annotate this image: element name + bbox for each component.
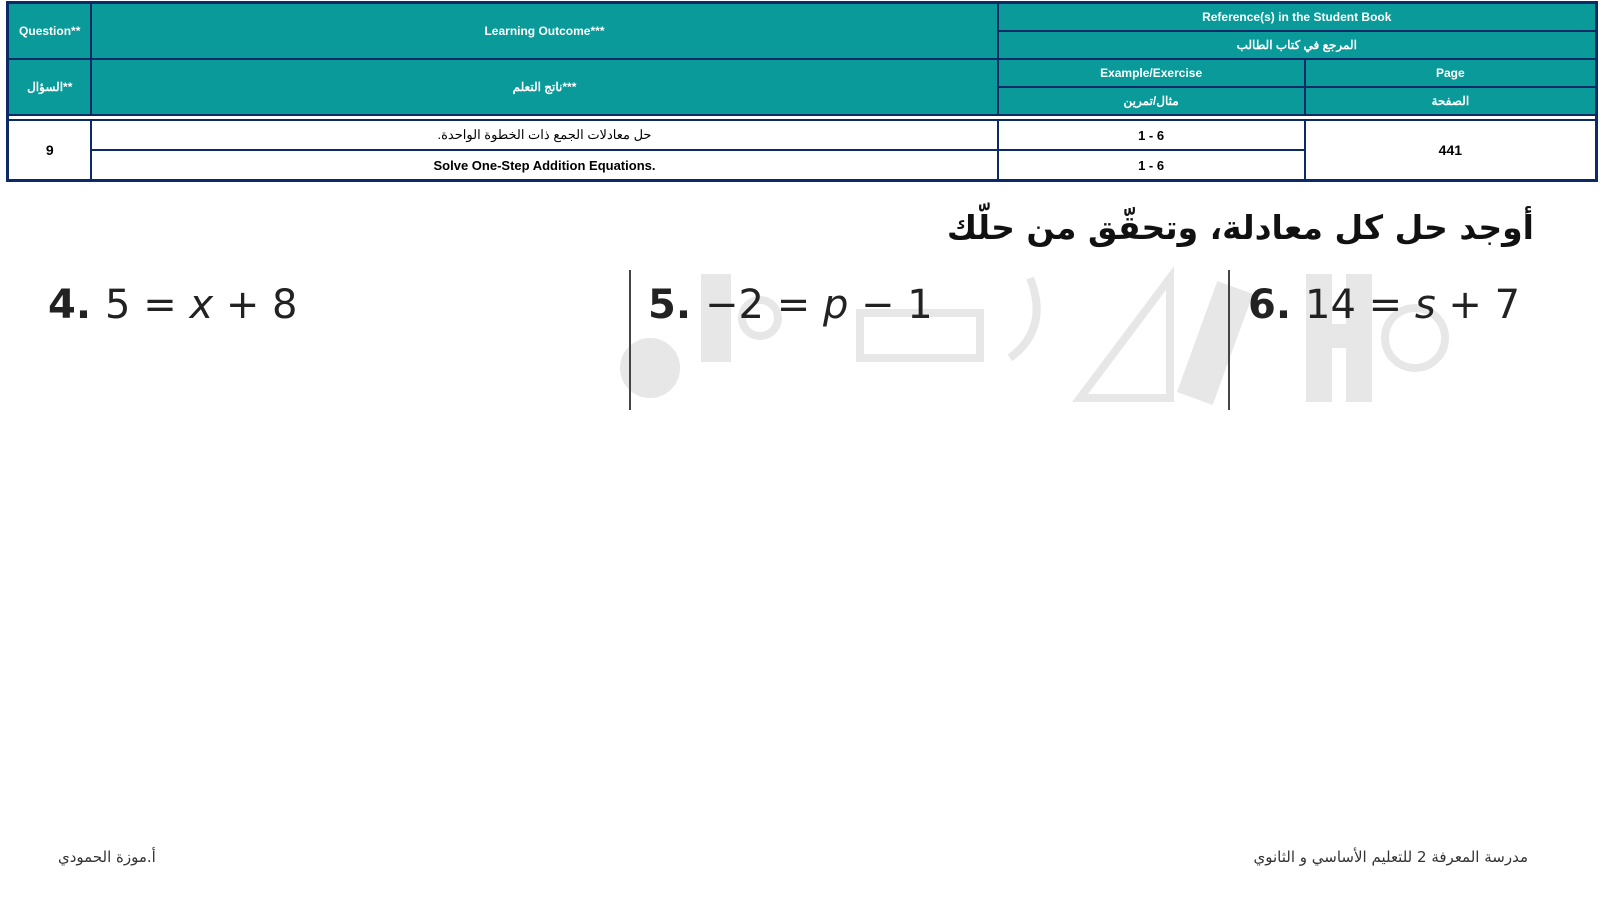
- header-question-ar: السؤال**: [8, 59, 92, 115]
- watermark-circle: [624, 342, 676, 394]
- header-outcome-en: Learning Outcome***: [91, 3, 997, 60]
- footer-school: مدرسة المعرفة 2 للتعليم الأساسي و الثانوي: [1253, 848, 1528, 866]
- header-example-en: Example/Exercise: [998, 59, 1305, 87]
- header-page-ar: الصفحة: [1305, 87, 1597, 115]
- column-divider: [1228, 270, 1230, 410]
- exercise-6: [1248, 282, 1520, 328]
- reference-table: [6, 1, 1598, 182]
- equation-lhs: 14 =: [1305, 282, 1415, 328]
- exercise-5: [648, 282, 933, 328]
- row-example-ar: 1 - 6: [998, 120, 1305, 150]
- row-example-en: 1 - 6: [998, 150, 1305, 181]
- header-question-en: Question**: [8, 3, 92, 60]
- equation-lhs: 5 =: [105, 282, 190, 328]
- watermark-doodles: [610, 258, 1460, 410]
- row-outcome-en: Solve One-Step Addition Equations.: [91, 150, 997, 181]
- instruction-text: أوجد حل كل معادلة، وتحقّق من حلّك: [946, 208, 1534, 247]
- exercise-number: 5.: [648, 282, 692, 328]
- equation-variable: s: [1414, 282, 1436, 328]
- equation-rhs: + 8: [213, 282, 298, 328]
- exercise-number: 4.: [48, 282, 92, 328]
- equation-variable: x: [189, 282, 214, 328]
- header-outcome-ar: ناتج التعلم***: [91, 59, 997, 115]
- equation-variable: p: [822, 282, 849, 328]
- watermark-pencil: [1182, 286, 1248, 400]
- watermark-h-bar: [1310, 328, 1368, 344]
- table-row: [8, 120, 1597, 150]
- equation-rhs: − 1: [848, 282, 933, 328]
- column-divider: [629, 270, 631, 410]
- footer-teacher: أ.موزة الحمودي: [58, 848, 156, 866]
- exercise-number: 6.: [1248, 282, 1292, 328]
- exercise-4: [48, 282, 298, 328]
- watermark-triangle: [1080, 278, 1170, 398]
- header-reference-en: Reference(s) in the Student Book: [998, 3, 1597, 32]
- watermark-image: [610, 258, 1460, 410]
- equation-lhs: −2 =: [705, 282, 823, 328]
- equation-rhs: + 7: [1435, 282, 1521, 328]
- row-question-number: 9: [8, 120, 92, 181]
- header-page-en: Page: [1305, 59, 1597, 87]
- header-example-ar: مثال/تمرين: [998, 87, 1305, 115]
- row-page-number: 441: [1305, 120, 1597, 181]
- watermark-curve: [1010, 278, 1037, 358]
- header-reference-ar: المرجع في كتاب الطالب: [998, 31, 1597, 59]
- row-outcome-ar: حل معادلات الجمع ذات الخطوة الواحدة.: [91, 120, 997, 150]
